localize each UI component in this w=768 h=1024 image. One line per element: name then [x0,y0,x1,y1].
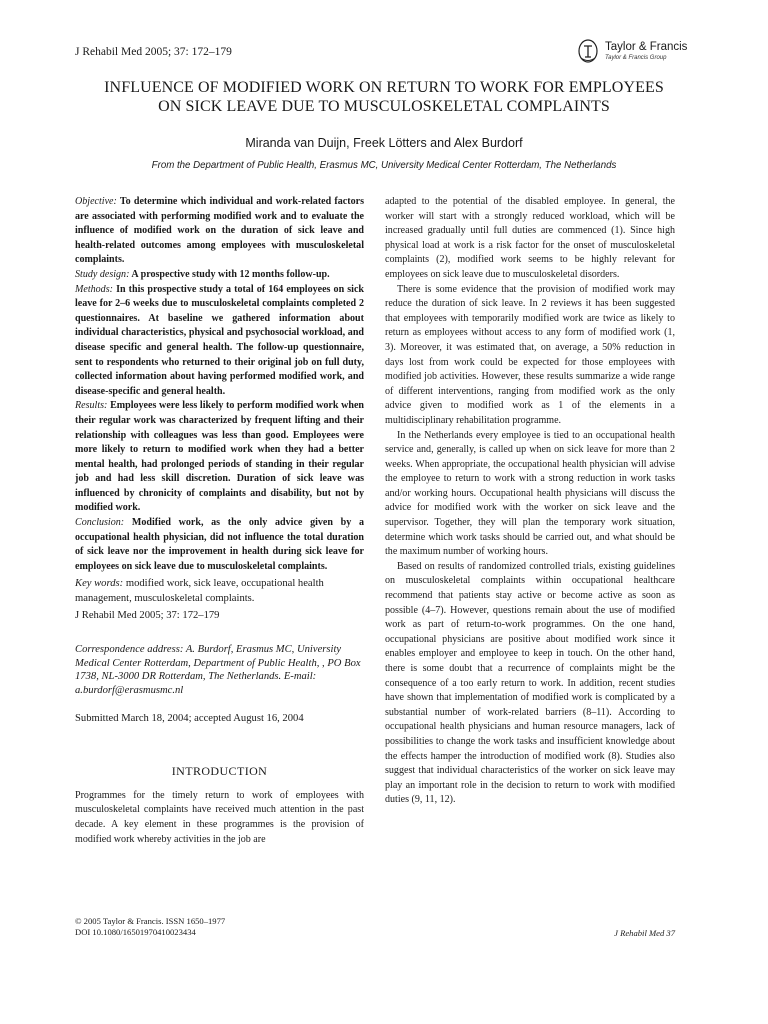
abstract-methods [75,283,364,400]
keywords [75,577,364,606]
abstract-label: Methods: [75,283,113,295]
abstract-objective [75,195,364,268]
introduction-paragraph: Programmes for the timely return to work of employees with musculoskeletal complaints have received much attention in the past decade. A key element in these programmes is the provision of modified work whereby activities in the job are [75,789,364,845]
title-line: ON SICK LEAVE DUE TO MUSCULOSKELETAL COMPLAINTS [158,98,610,115]
keywords-label: Key words: [75,578,124,590]
submission-dates: Submitted March 18, 2004; accepted August 16, 2004 [75,712,304,724]
publisher-group: Taylor & Francis Group [605,55,667,61]
abstract-label: Results: [75,400,108,412]
article-title [60,78,708,116]
abstract-design [75,268,364,283]
abstract [75,195,364,574]
correspondence-address: Correspondence address: A. Burdorf, Erasmus MC, University Medical Center Rotterdam, Department of Public Health, , PO Box 1738, NL-3000 DR Rotterdam, The Netherlands. E-mail: a.burdorf@erasmusmc.nl [75,644,361,696]
body-paragraph: adapted to the potential of the disabled employee. In general, the worker will start with a strongly reduced workload, which will be increased gradually until full duties are commenced (1). Since high physical load at work is a risk factor for the onset of musculoskeletal complaints (2), modified work seems to be highly relevant for employees on sick leave due to musculoskeletal disorders. [385,196,675,280]
abstract-text: Modified work, as the only advice given by a occupational health physician, did not influence the total duration of sick leave nor the improvement in health during sick leave for employees on sick leave due to musculoskeletal complaints. [75,517,365,572]
keywords-text: modified work, sick leave, occupational health management, musculoskeletal complaints. [75,578,324,605]
footer-copyright [75,916,225,938]
journal-reference: J Rehabil Med 2005; 37: 172–179 [75,46,232,58]
publisher-logo [577,38,697,66]
abstract-label: Objective: [75,196,117,207]
doi-line: DOI 10.1080/16501970410023434 [75,927,196,937]
publisher-name: Taylor & Francis [605,41,688,53]
journal-reference-repeat: J Rehabil Med 2005; 37: 172–179 [75,609,220,621]
abstract-text: Employees were less likely to perform modified work when their regular work was characterized by frequent lifting and their relationship with colleagues was less than good. Employees were more likely to return to modified work when they had a better mental health, had prolonged periods of standing in their regular job and had less skill discretion. Duration of sick leave was influenced by chronicity of complaints and disability, but not by modified work. [75,400,364,514]
title-line: INFLUENCE OF MODIFIED WORK ON RETURN TO WORK FOR EMPLOYEES [104,79,664,96]
abstract-text: A prospective study with 12 months follow-up. [131,268,330,280]
abstract-label: Study design: [75,268,130,280]
taylor-francis-logo-icon [577,38,601,64]
abstract-label: Conclusion: [75,517,125,529]
right-column [385,195,675,808]
abstract-text: To determine which individual and work-related factors are associated with performing modified work and to evaluate the influence of modified work on the duration of sick leave and health-related outcomes among employees with musculoskeletal complaints. [75,196,364,266]
copyright-line: © 2005 Taylor & Francis. ISSN 1650–1977 [75,916,226,926]
body-paragraph: There is some evidence that the provision of modified work may reduce the duration of sick leave. In 2 reviews it has been suggested that employees with temporarily modified work are twice as likely to return as employees without access to any form of modified work (1, 3). Moreover, it was estimated that, on average, a 50% reduction in days lost from work could be expected for those employees with modified job activities. However, these results summarize a wide range of different interventions, ranging from modified work as the only advice given to modified work as 1 of the elements in a multidisciplinary rehabilitation programme. [385,283,675,426]
section-heading-introduction: INTRODUCTION [171,764,268,779]
authors: Miranda van Duijn, Freek Lötters and Alex Burdorf [245,136,523,150]
body-paragraph: In the Netherlands every employee is tied to an occupational health service and, generally, is called up when on sick leave for more than 2 weeks. When appropriate, the occupational health physician will advise the employee to return to work with a strong reduction in work tasks and/or working hours. Occupational health physicians will discuss the advice for modified work with the worker on sick leave and the supervisor. Together, they will plan the temporary work situation, determine which work tasks should be carried out, and what should be the maximum number of working hours. [385,429,675,558]
abstract-conclusion [75,516,364,574]
body-paragraph: Based on results of randomized controlled trials, existing guidelines on musculoskeletal complaints within occupational healthcare recommend that patients stay active or become active as soon as possible (4–7). However, questions remain about the use of modified work as part of return-to-work programmes. On the one hand, occupational physicians are positive about modified work since it enables employer and employee to keep in touch. On the other hand, there is some doubt that a recurrence of complaints might be the consequence of a too early return to work. In addition, recent studies have shown that implementation of modified work is complicated by a substantial number of work-related barriers (8–11). According to occupational health physicians and human resource managers, lack of possibilities to change the work tasks and insufficient knowledge about the effects hamper the introduction of modified work (8). Studies also suggest that individual characteristics of the worker on sick leave may play an important role in the decision to return to work with modified duties (9, 11, 12). [385,560,675,806]
abstract-text: In this prospective study a total of 164 employees on sick leave for 2–6 weeks due to musculoskeletal complaints completed 2 questionnaires. At baseline we gathered information about individual characteristics, physical and psychosocial workload, and disease specific and general health. The follow-up questionnaire, sent to respondents who returned to their original job on full duty, collected information about having performed modified work, and disease-specific and general health. [75,283,365,397]
footer-journal: J Rehabil Med 37 [614,928,675,938]
affiliation: From the Department of Public Health, Erasmus MC, University Medical Center Rotterdam, The Netherlands [151,160,617,171]
left-column [75,195,364,847]
abstract-results [75,399,364,516]
